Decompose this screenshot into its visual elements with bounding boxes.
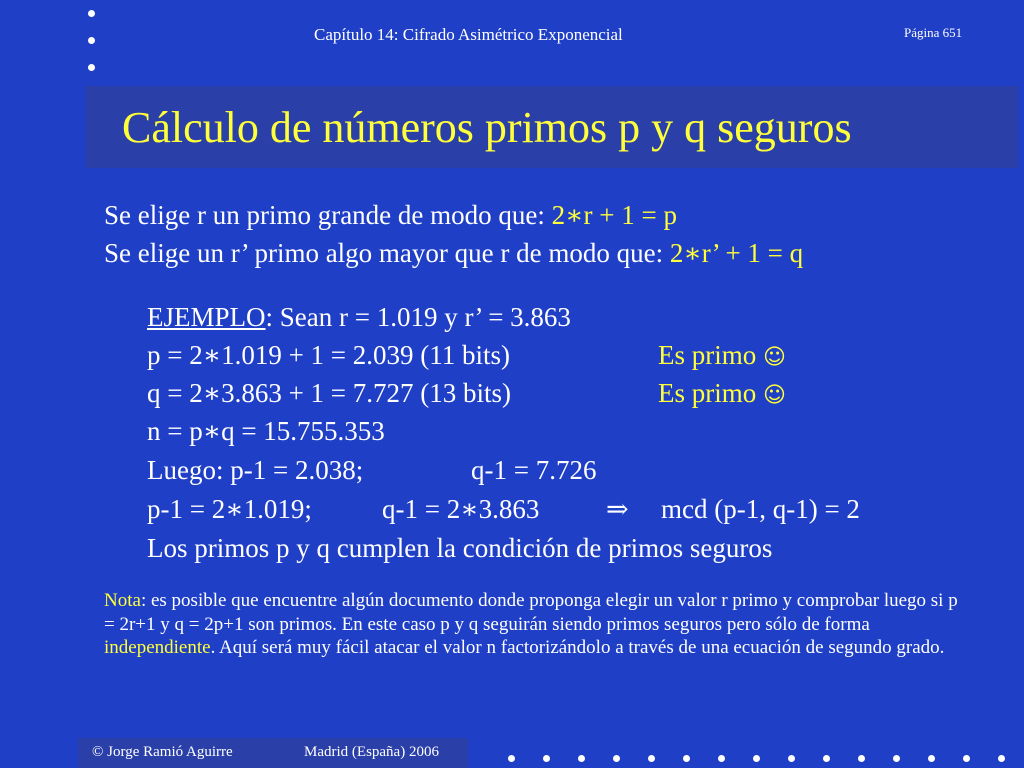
example-header: [147, 302, 571, 333]
fact-line-a: [147, 494, 312, 525]
smiley-icon: ☺: [763, 383, 786, 408]
intro-line-1: [104, 200, 677, 231]
luego-line-b: [471, 455, 596, 486]
title-bar: [86, 86, 1018, 168]
q-computation: q = 2∗3.863 + 1 = 7.727 (13 bits): [147, 378, 512, 408]
example-q-line: [147, 378, 511, 409]
p-computation: p = 2∗1.019 + 1 = 2.039 (11 bits): [147, 340, 511, 370]
dot: [718, 755, 725, 762]
formula-p: 2∗r + 1 = p: [551, 200, 677, 230]
dot: [543, 755, 550, 762]
dot: [893, 755, 900, 762]
note-text-1: : es posible que encuentre algún documento donde proponga elegir un valor r primo y comprobar luego si p = 2r+1 y q = 2p+1 son primos. En este caso p y q seguirán siendo primos seguros pero sólo de forma: [104, 590, 958, 635]
p-status-text: Es primo: [658, 340, 757, 370]
q-status-text: Es primo: [658, 378, 757, 408]
fact-a: p-1 = 2∗1.019;: [147, 494, 312, 524]
dot: [823, 755, 830, 762]
intro-line-2: [104, 238, 803, 269]
smiley-icon: ☺: [763, 345, 786, 370]
slide-title: Cálculo de números primos p y q seguros: [122, 103, 852, 152]
example-n-line: [147, 416, 385, 447]
dot: [928, 755, 935, 762]
conclusion-text: Los primos p y q cumplen la condición de primos seguros: [147, 533, 773, 563]
dot: [88, 64, 95, 71]
dot: [683, 755, 690, 762]
intro-text-2: Se elige un r’ primo algo mayor que r de modo que:: [104, 238, 670, 268]
q-status: [658, 378, 786, 409]
note-highlight: independiente: [104, 637, 211, 658]
fact-line-b: [382, 494, 539, 525]
page-number: Página 651: [904, 25, 963, 40]
implies-arrow: [606, 494, 629, 525]
example-label: EJEMPLO: [147, 302, 266, 332]
luego-b: q-1 = 7.726: [471, 455, 597, 485]
dot: [648, 755, 655, 762]
mcd-result: mcd (p-1, q-1) = 2: [661, 494, 860, 524]
formula-q: 2∗r’ + 1 = q: [669, 238, 804, 268]
luego-line-a: [147, 455, 363, 486]
luego-a: Luego: p-1 = 2.038;: [147, 455, 364, 485]
intro-text-1: Se elige r un primo grande de modo que:: [104, 200, 552, 230]
footer-place: Madrid (España) 2006: [304, 744, 439, 760]
dot: [963, 755, 970, 762]
example-p-line: [147, 340, 510, 371]
footer-author: © Jorge Ramió Aguirre: [92, 744, 233, 760]
dot: [613, 755, 620, 762]
dot: [858, 755, 865, 762]
fact-line-c: [661, 494, 860, 525]
note-label: Nota: [104, 590, 141, 611]
dot: [998, 755, 1005, 762]
dot: [753, 755, 760, 762]
p-status: [658, 340, 786, 371]
dot: [88, 37, 95, 44]
dot: [508, 755, 515, 762]
chapter-header: Capítulo 14: Cifrado Asimétrico Exponencial: [314, 25, 623, 44]
dot: [578, 755, 585, 762]
conclusion-line: [147, 533, 772, 564]
dot: [88, 10, 95, 17]
note-text-2: . Aquí será muy fácil atacar el valor n factorizándolo a través de una ecuación de segundo grado.: [210, 637, 945, 658]
fact-b: q-1 = 2∗3.863: [382, 494, 540, 524]
n-computation: n = p∗q = 15.755.353: [147, 416, 385, 446]
decorative-dots-vertical: [88, 10, 98, 91]
dot: [788, 755, 795, 762]
example-header-rest: : Sean r = 1.019 y r’ = 3.863: [265, 302, 571, 332]
footer: [78, 738, 468, 768]
arrow-icon: ⇒: [606, 494, 629, 524]
note-paragraph: [104, 589, 964, 660]
